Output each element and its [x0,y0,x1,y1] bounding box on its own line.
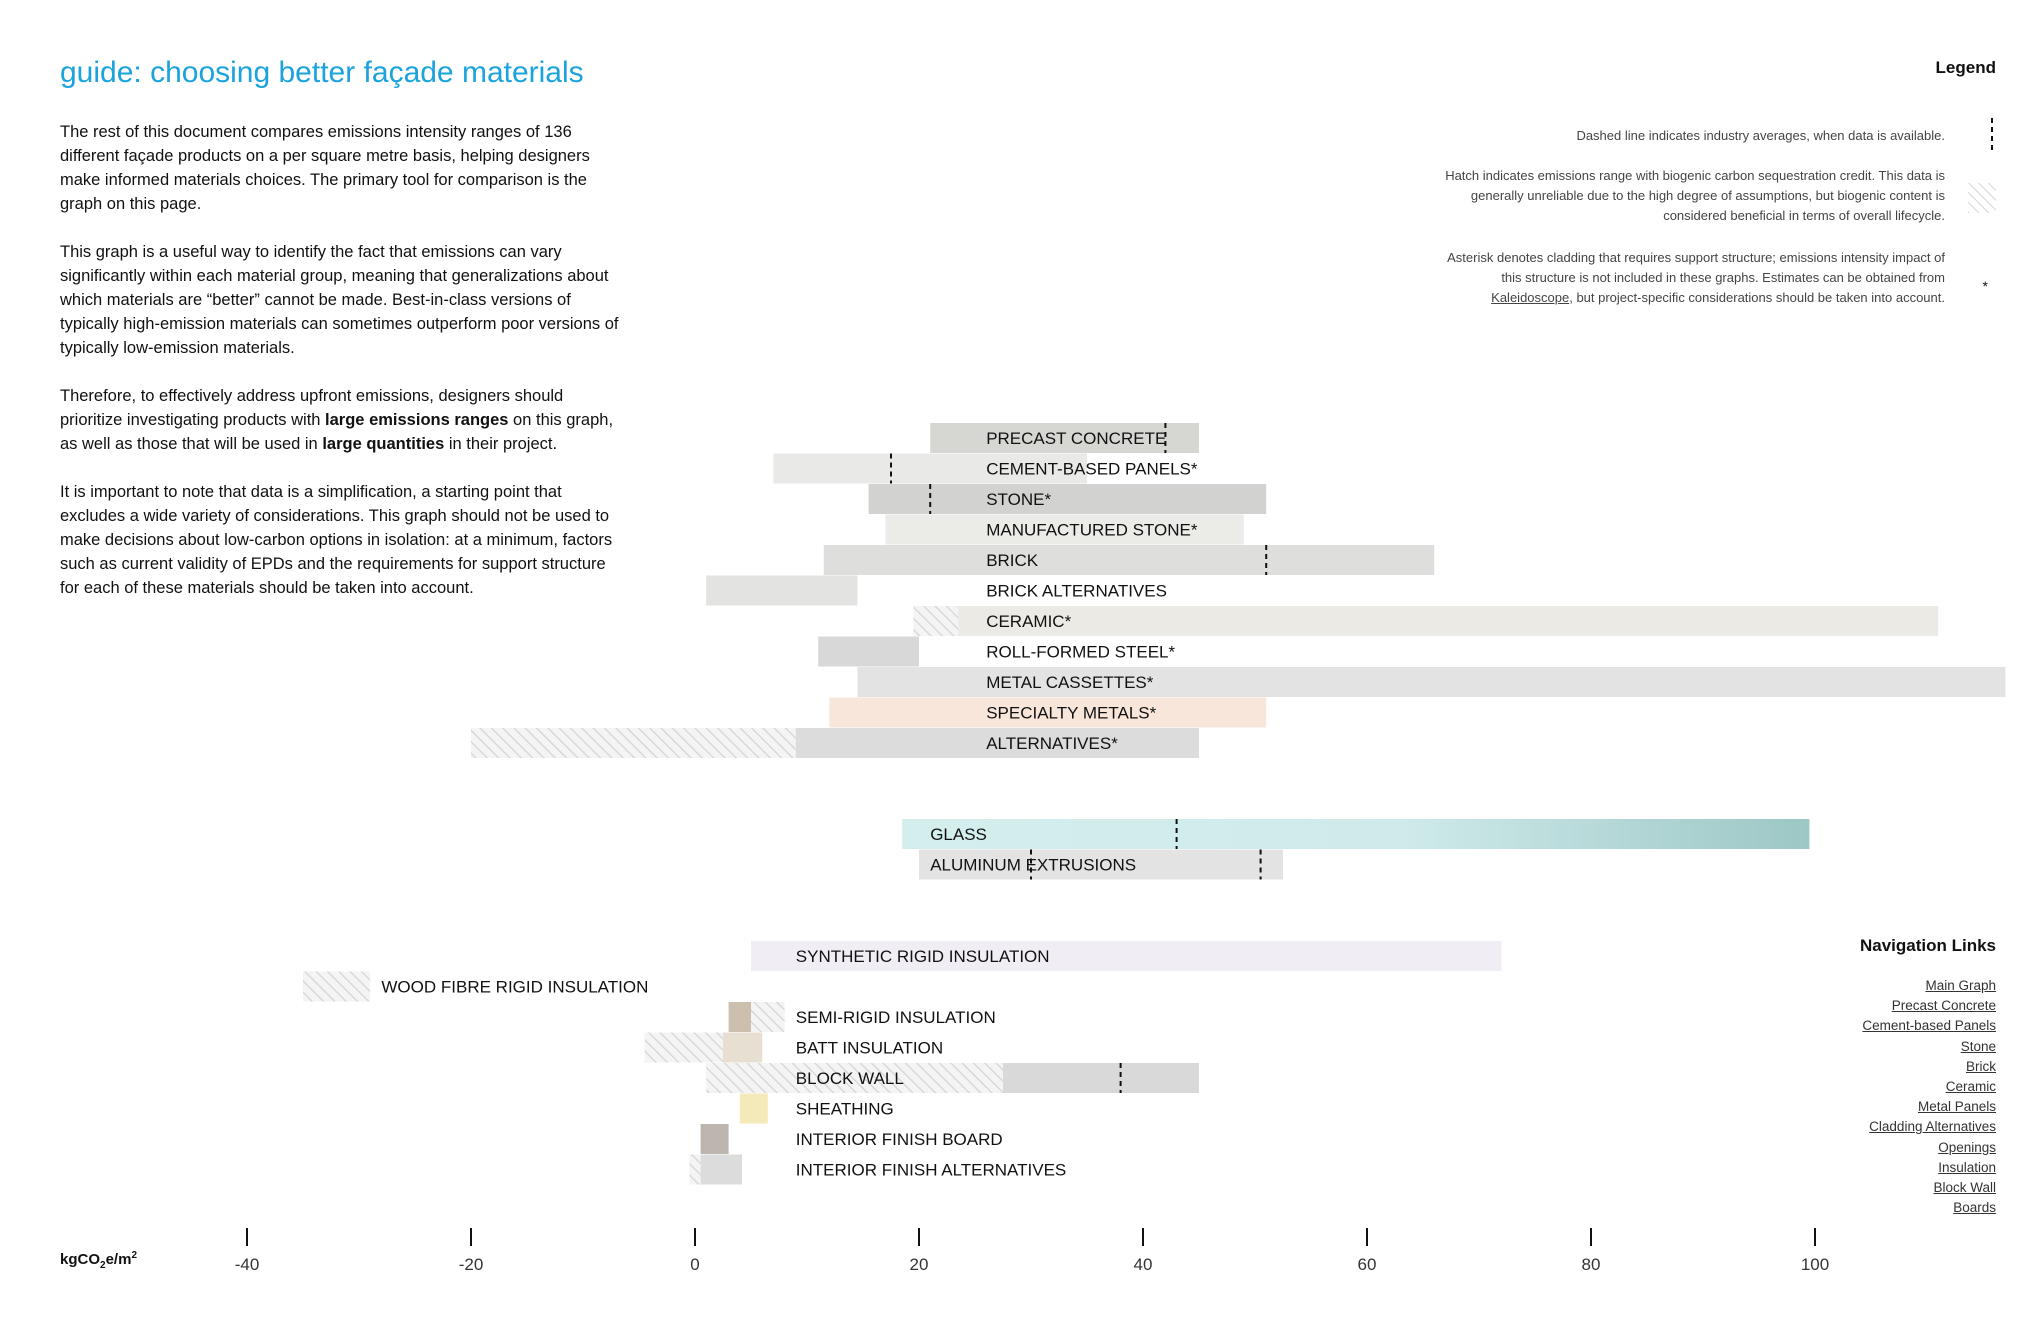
intro-text-run: The rest of this document compares emissions intensity ranges of 136 different façade products on a per square metre basis, helping designers make informed materials choices. The primary tool for comparison is the graph on this page. [60,123,590,213]
bar-brick-segment-0 [824,545,1434,575]
bar-label-roll-formed-steel: ROLL-FORMED STEEL* [986,642,1176,662]
bar-batt-insulation-segment-1 [723,1033,762,1063]
bar-interior-finish-alternatives-segment-0 [689,1155,700,1185]
bar-label-stone: STONE* [986,490,1052,509]
nav-link-boards[interactable]: Boards [1953,1200,1996,1216]
intro-text-run: Therefore, to effectively address upfront emissions, designers should prioritize investigating products with [60,387,564,429]
x-tick-label: 60 [1357,1255,1377,1274]
bar-label-ceramic: CERAMIC* [986,612,1072,631]
bar-semi-rigid-insulation-segment-0 [729,1002,751,1032]
nav-link-ceramic[interactable]: Ceramic [1945,1079,1996,1095]
bar-label-aluminum-extrusions: ALUMINUM EXTRUSIONS [930,855,1137,875]
x-tick-label: 100 [1800,1255,1830,1274]
nav-link-main-graph[interactable]: Main Graph [1925,978,1996,993]
nav-link-block-wall[interactable]: Block Wall [1933,1180,1996,1196]
x-tick-label: 0 [690,1255,700,1274]
nav-link-cement-based-panels[interactable]: Cement-based Panels [1862,1018,1996,1034]
nav-link-stone[interactable]: Stone [1960,1038,1996,1054]
bar-label-batt-insulation: BATT INSULATION [795,1038,944,1058]
bar-ceramic-segment-1 [958,606,1938,636]
legend-title: Legend [1935,58,1996,77]
bar-label-brick: BRICK [986,551,1039,570]
legend-asterisk-text-after: , but project-specific considerations should be taken into account. [1569,290,1945,305]
bar-label-wood-fibre-rigid-insulation: WOOD FIBRE RIGID INSULATION [381,977,649,997]
bar-interior-finish-board-segment-0 [701,1124,729,1154]
bar-label-cement-based-panels: CEMENT-BASED PANELS* [986,459,1198,479]
x-axis-unit: $kgCO_2e/m^2$ [60,1250,137,1271]
bar-label-interior-finish-board: INTERIOR FINISH BOARD [795,1130,1003,1149]
bars-layer [303,423,2005,1185]
bar-alternatives-segment-0 [471,728,796,758]
asterisk-icon: * [1982,278,1988,294]
bar-roll-formed-steel-segment-0 [818,637,919,667]
bar-wood-fibre-rigid-insulation-segment-0 [303,972,370,1002]
bar-brick-alternatives-segment-0 [706,576,857,606]
intro-text-run: on this graph, as well as those that will be used in [60,411,614,453]
bar-label-interior-finish-alternatives: INTERIOR FINISH ALTERNATIVES [795,1160,1067,1180]
intro-text-run: It is important to note that data is a simplification, a starting point that excludes a wide variety of considerations. This graph should not be used to make decisions about low-carbon options in isolation: at a minimum, factors such as current validity of EPDs and the requirements for support structure for each of these materials should be taken into account. [60,483,613,597]
bar-label-alternatives: ALTERNATIVES* [986,734,1118,753]
nav-link-precast-concrete[interactable]: Precast Concrete [1891,998,1996,1014]
bar-label-metal-cassettes: METAL CASSETTES* [986,673,1154,692]
page-title: guide: choosing better façade materials [60,56,584,89]
bar-interior-finish-alternatives-segment-1 [701,1155,742,1185]
bar-label-specialty-metals: SPECIALTY METALS* [986,703,1157,723]
intro-emphasis: large emissions ranges [325,411,509,429]
kaleidoscope-link[interactable]: Kaleidoscope [1491,290,1570,305]
intro-emphasis: large quantities [322,435,445,453]
bar-label-precast-concrete: PRECAST CONCRETE [986,429,1167,448]
legend-asterisk-text-before: Asterisk denotes cladding that requires support structure; emissions intensity impact of this structure is not included in these graphs. Estimates can be obtained from [1447,250,1945,285]
navigation-title: Navigation Links [1859,936,1996,955]
x-tick-label: 20 [909,1255,929,1274]
legend-hatch-text: Hatch indicates emissions range with biogenic carbon sequestration credit. This data is generally unreliable due to the high degree of assumptions, but biogenic content is considered beneficial in terms of overall lifecycle. [1445,168,1945,223]
bar-label-sheathing: SHEATHING [795,1099,894,1119]
x-axis [235,1228,1829,1274]
bar-glass-segment-0 [902,819,1809,849]
bar-sheathing-segment-0 [740,1094,768,1124]
bar-semi-rigid-insulation-segment-1 [751,1002,785,1032]
bar-label-manufactured-stone: MANUFACTURED STONE* [986,520,1198,540]
x-tick-label: 80 [1581,1255,1601,1274]
bar-label-glass: GLASS [930,825,987,844]
bar-batt-insulation-segment-0 [645,1033,723,1063]
bar-label-semi-rigid-insulation: SEMI-RIGID INSULATION [795,1008,996,1027]
intro-text-run: This graph is a useful way to identify the fact that emissions can vary significantly within each material group, meaning that generalizations about which materials are “better” cannot be made. Best-in-class versions of typically high-emission materials can sometimes outperform poor versions of typically low-emission materials. [60,243,619,357]
legend-dashed-text: Dashed line indicates industry averages, when data is available. [1576,128,1945,143]
nav-link-cladding-alternatives[interactable]: Cladding Alternatives [1869,1119,1996,1135]
nav-link-openings[interactable]: Openings [1938,1139,1996,1155]
intro-text-run: in their project. [444,435,558,453]
x-tick-label: -40 [234,1255,260,1274]
nav-link-metal-panels[interactable]: Metal Panels [1917,1099,1996,1115]
bar-label-brick-alternatives: BRICK ALTERNATIVES [986,581,1167,601]
nav-link-brick[interactable]: Brick [1966,1058,1996,1074]
x-tick-label: 40 [1133,1255,1153,1274]
bar-block-wall-segment-1 [1003,1063,1199,1093]
bar-label-block-wall: BLOCK WALL [795,1069,904,1088]
nav-link-insulation[interactable]: Insulation [1938,1159,1996,1175]
bar-ceramic-segment-0 [913,606,958,636]
bar-label-synthetic-rigid-insulation: SYNTHETIC RIGID INSULATION [795,947,1050,966]
x-tick-label: -20 [458,1255,484,1274]
bar-stone-segment-0 [869,484,1267,514]
